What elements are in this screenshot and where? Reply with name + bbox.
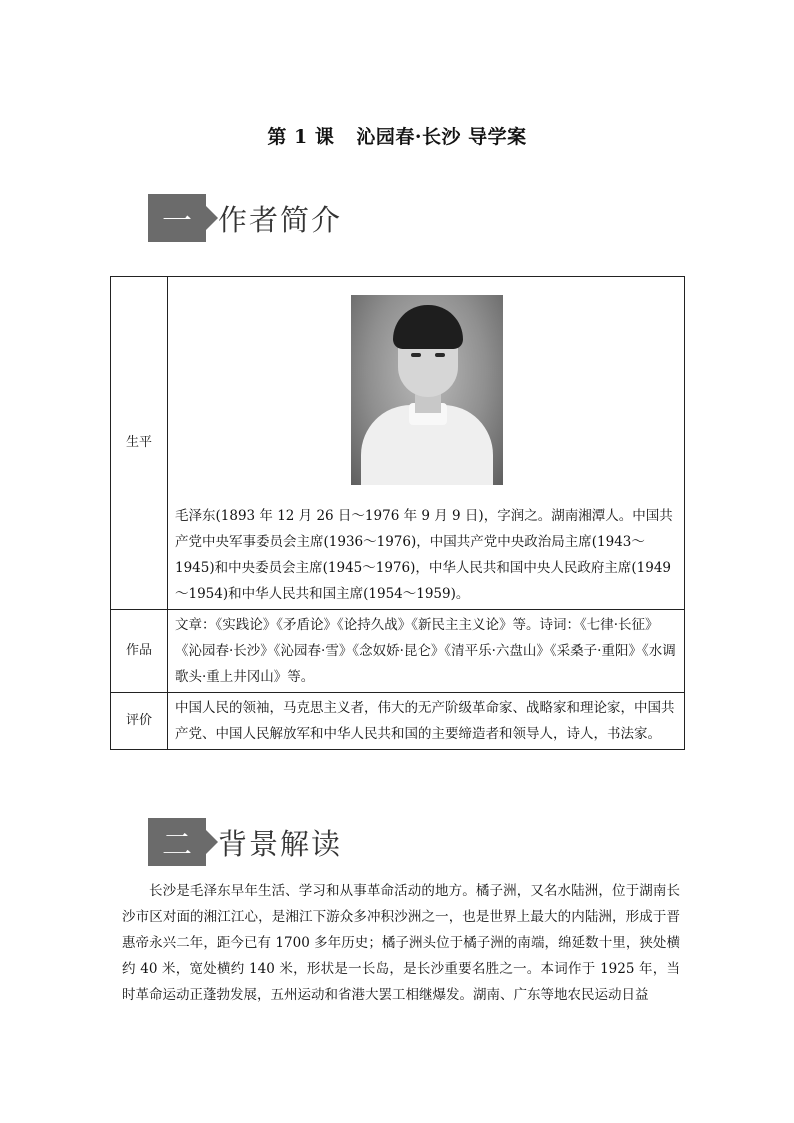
table-row [111, 610, 685, 693]
section-number: 二 [148, 818, 206, 866]
evaluation-text: 中国人民的领袖，马克思主义者，伟大的无产阶级革命家、战略家和理论家，中国共产党、中国人民解放军和中华人民共和国的主要缔造者和领导人，诗人，书法家。 [168, 693, 685, 750]
author-portrait [351, 295, 503, 485]
lesson-name: 沁园春·长沙 导学案 [356, 126, 527, 148]
portrait-container [175, 279, 678, 503]
section-label: 作者简介 [218, 202, 343, 237]
section-number: 一 [148, 194, 206, 242]
table-row [111, 693, 685, 750]
lesson-number: 第 1 课 [267, 126, 335, 148]
background-paragraph: 长沙是毛泽东早年生活、学习和从事革命活动的地方。橘子洲，又名水陆洲，位于湖南长沙市区对面的湘江江心，是湘江下游众多冲积沙洲之一，也是世界上最大的内陆洲，形成于晋惠帝永兴二年，距今已有 1700 多年历史；橘子洲头位于橘子洲的南端，绵延数十里，狭处横约 40 米，宽处横约 140 米，形状是一长岛，是长沙重要名胜之一。本词作于 1925 年，当时革命运动正蓬勃发展，五州运动和省港大罢工相继爆发。湖南、广东等地农民运动日益 [122, 883, 680, 1003]
section-header-author [148, 194, 342, 242]
row-cell-shengping [168, 277, 685, 610]
row-label-shengping: 生平 [111, 277, 168, 610]
author-intro-table [110, 276, 685, 750]
section-label: 背景解读 [218, 826, 343, 861]
table-row [111, 277, 685, 610]
section-header-background [148, 818, 342, 866]
biography-text: 毛泽东(1893 年 12 月 26 日～1976 年 9 月 9 日)，字润之。湖南湘潭人。中国共产党中央军事委员会主席(1936～1976)，中国共产党中央政治局主席(1943～1945)和中央委员会主席(1945～1976)，中华人民共和国中央人民政府主席(1949～1954)和中华人民共和国主席(1954～1959)。 [175, 508, 673, 602]
works-text: 文章：《实践论》《矛盾论》《论持久战》《新民主主义论》等。诗词：《七律·长征》《沁园春·长沙》《沁园春·雪》《念奴娇·昆仑》《清平乐·六盘山》《采桑子·重阳》《水调歌头·重上井冈山》等。 [168, 610, 685, 693]
row-label-pingjia: 评价 [111, 693, 168, 750]
page-title [0, 122, 794, 149]
row-label-zuopin: 作品 [111, 610, 168, 693]
